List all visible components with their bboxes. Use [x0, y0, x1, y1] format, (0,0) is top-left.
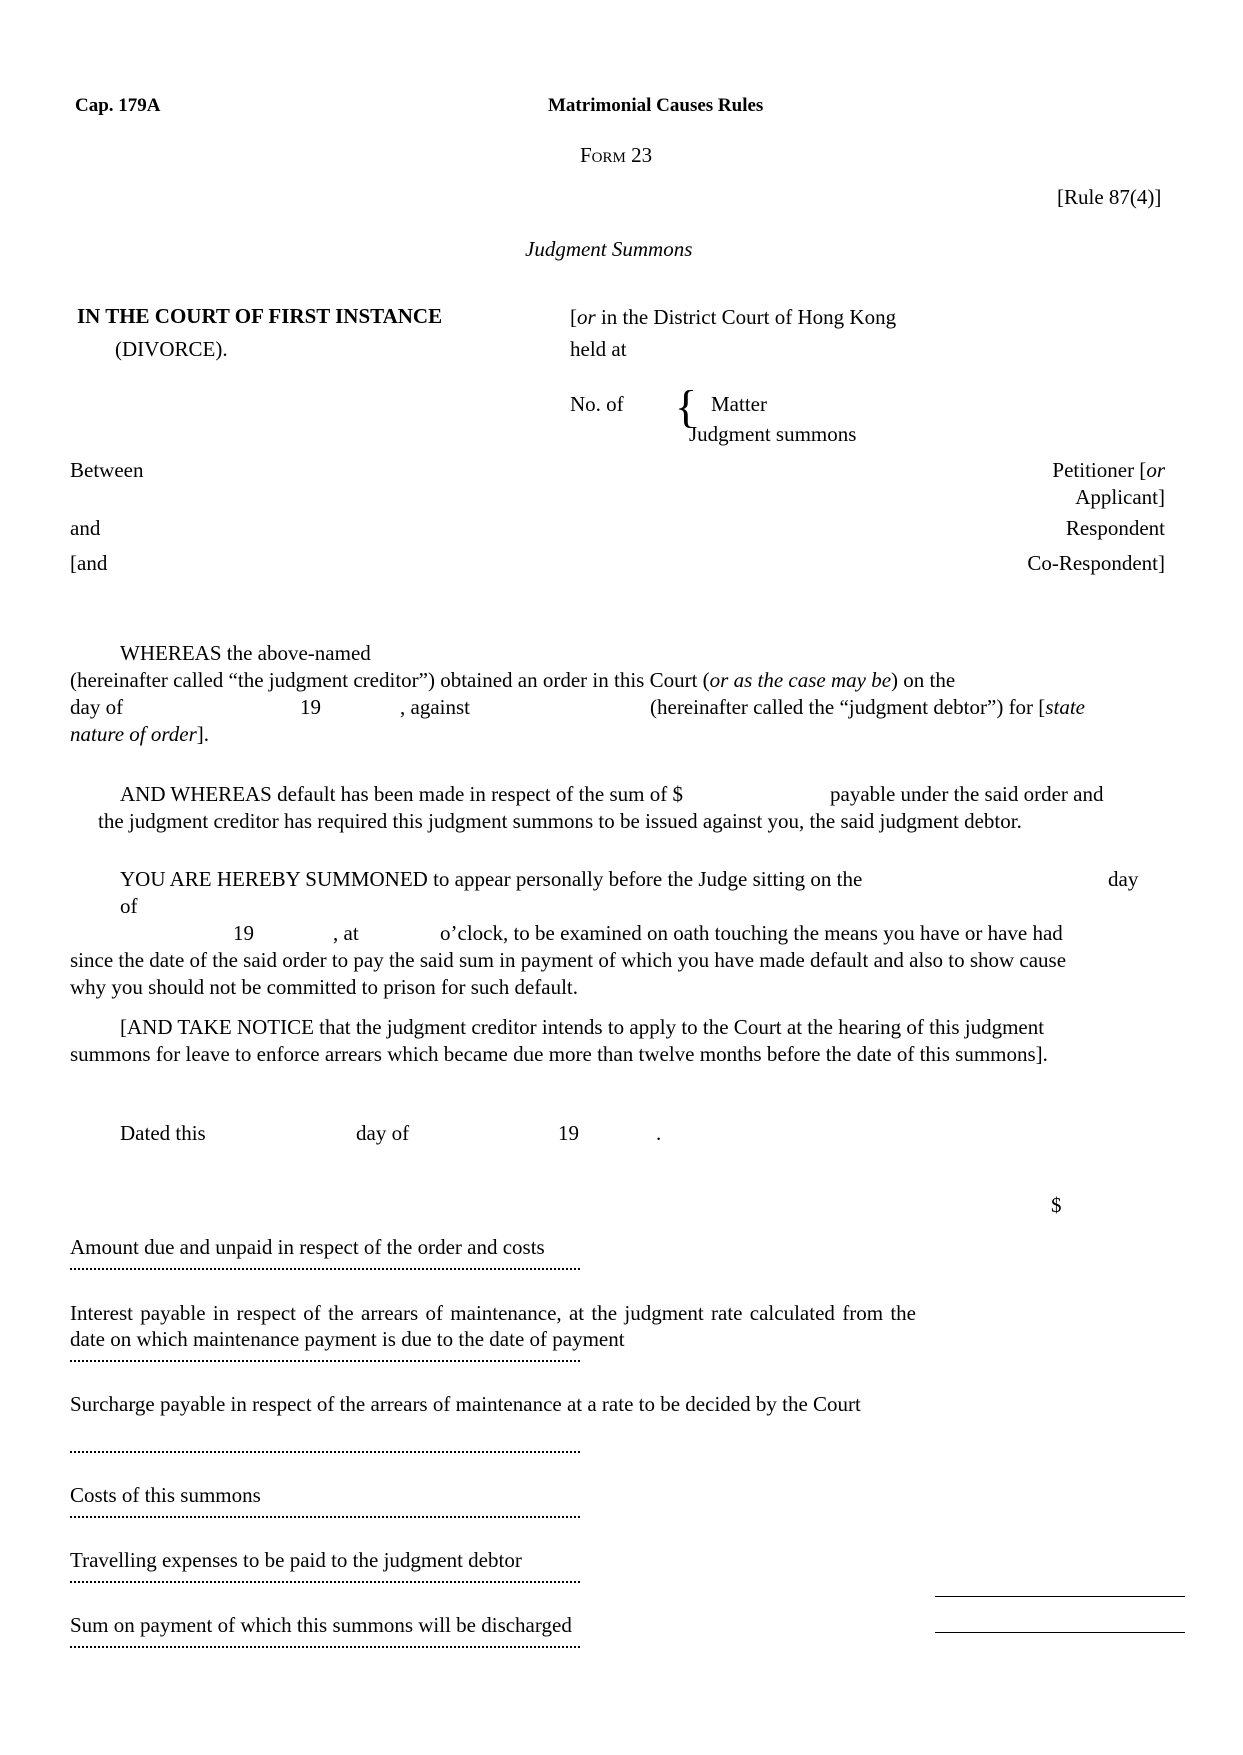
chapter-number: Cap. 179A — [75, 95, 161, 116]
dated-day-of: day of — [356, 1121, 410, 1145]
court-name-line2: (DIVORCE). — [115, 337, 228, 361]
alt-or: or — [577, 305, 596, 329]
whereas-line2-c: ) on the — [891, 668, 956, 692]
between-label: Between — [70, 458, 144, 482]
respondent-label: Respondent — [1065, 516, 1165, 540]
amount-item-surcharge: Surcharge payable in respect of the arrears of maintenance at a rate to be decided by the Court — [70, 1392, 861, 1416]
summoned-line5: why you should not be committed to prison for such default. — [70, 975, 579, 999]
dotted-line — [70, 1268, 580, 1270]
amount-item-interest: Interest payable in respect of the arrears of maintenance, at the judgment rate calculated from the date on which maintenance payment is due to the date of payment — [70, 1301, 916, 1351]
amount-item-travelling: Travelling expenses to be paid to the judgment debtor — [70, 1548, 522, 1572]
dotted-line — [70, 1360, 580, 1362]
summoned-year: 19 — [233, 921, 254, 945]
petitioner-or: or — [1146, 458, 1165, 482]
summoned-day: day — [1108, 867, 1139, 891]
alt-bracket: [ — [570, 305, 577, 329]
form-title: Judgment Summons — [525, 237, 693, 261]
dotted-line — [70, 1581, 580, 1583]
notice-line1: [AND TAKE NOTICE that the judgment creditor intends to apply to the Court at the hearing of this judgment — [120, 1015, 1045, 1039]
whereas-year: 19 — [300, 695, 321, 719]
dated-this: Dated this — [120, 1121, 206, 1145]
summoned-of: of — [120, 894, 138, 918]
whereas-line2-a: (hereinafter called “the judgment creditor”) obtained an order in this Court ( — [70, 668, 710, 692]
whereas-nature-text: nature of order — [70, 722, 197, 746]
amount-item-costs: Costs of this summons — [70, 1483, 261, 1507]
total-rule-lower — [935, 1632, 1185, 1633]
dated-year: 19 — [558, 1121, 579, 1145]
summoned-line1: YOU ARE HEREBY SUMMONED to appear personally before the Judge sitting on the — [120, 867, 863, 891]
whereas-against: , against — [400, 695, 470, 719]
whereas-state: state — [1045, 695, 1085, 719]
whereas-line2-b: or as the case may be — [709, 668, 892, 692]
default-line1b: payable under the said order and — [830, 782, 1104, 806]
default-line2: the judgment creditor has required this judgment summons to be issued against you, the said judgment debtor. — [98, 809, 1022, 833]
whereas-nature — [70, 721, 209, 747]
form-number-value: 23 — [631, 143, 653, 167]
applicant-label: Applicant] — [1075, 485, 1165, 509]
notice-line2: summons for leave to enforce arrears which became due more than twelve months before the date of this summons]. — [70, 1042, 1048, 1066]
dotted-line — [70, 1516, 580, 1518]
whereas-debtor-text: (hereinafter called the “judgment debtor”) for [ — [650, 695, 1046, 719]
whereas-day-of: day of — [70, 695, 124, 719]
amount-item-due: Amount due and unpaid in respect of the order and costs — [70, 1235, 545, 1259]
form-number — [580, 142, 652, 168]
summoned-line3: o’clock, to be examined on oath touching the means you have or have had — [440, 921, 1063, 945]
alternative-court-line1 — [570, 304, 896, 330]
co-respondent-label: Co-Respondent] — [1027, 551, 1165, 575]
petitioner-label — [1052, 457, 1165, 483]
total-rule-upper — [935, 1596, 1185, 1597]
default-line1a: AND WHEREAS default has been made in respect of the sum of $ — [120, 782, 683, 806]
case-number-label: No. of — [570, 392, 624, 416]
whereas-line2 — [70, 667, 955, 693]
currency-symbol: $ — [1051, 1193, 1062, 1217]
document-title: Matrimonial Causes Rules — [548, 95, 764, 116]
amount-item-discharge: Sum on payment of which this summons will be discharged — [70, 1613, 572, 1637]
dotted-line — [70, 1646, 580, 1648]
summoned-at: , at — [333, 921, 359, 945]
petitioner-text: Petitioner [ — [1052, 458, 1147, 482]
and-co-respondent-label: [and — [70, 551, 108, 575]
dated-period: . — [656, 1121, 662, 1145]
court-name-line1: IN THE COURT OF FIRST INSTANCE — [77, 304, 443, 328]
alt-court-text: in the District Court of Hong Kong — [595, 305, 897, 329]
form-label: Form — [580, 143, 626, 167]
judgment-summons-label: Judgment summons — [689, 422, 857, 446]
and-label: and — [70, 516, 101, 540]
dotted-line — [70, 1451, 580, 1453]
left-brace: { — [675, 381, 698, 432]
whereas-end: ]. — [196, 722, 210, 746]
summoned-line4: since the date of the said order to pay the said sum in payment of which you have made default and also to show cause — [70, 948, 1067, 972]
whereas-line1: WHEREAS the above-named — [120, 641, 371, 665]
alternative-court-line2: held at — [570, 337, 627, 361]
matter-label: Matter — [711, 392, 767, 416]
whereas-debtor — [650, 694, 1085, 720]
rule-reference: [Rule 87(4)] — [1057, 185, 1162, 209]
